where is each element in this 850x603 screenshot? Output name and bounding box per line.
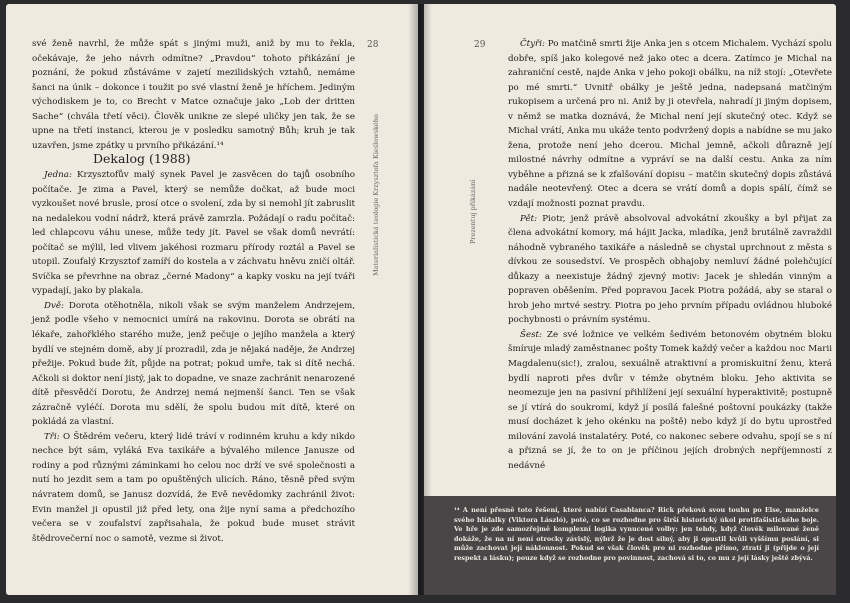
synopsis-column-left [32,168,355,546]
synopsis-paragraph [32,430,355,546]
synopsis-paragraph [32,168,355,299]
intro-paragraph: své ženě navrhl, že může spát s jinými muži, aniž by mu to řekla, očekávaje, že jeho návrh odmítne? „Pravdou“ tohoto přikázání je poznání, že pokud zůstáváme v zajetí mezilidských vztahů, nemáme šanci na únik – dokonce i toužit po své vlastní ženě je hříchem. Jediným východiskem je to, co Brecht v Matce označuje jako „Lob der dritten Sache“ (chvála třetí věci). Člověk unikne ze slepé uličky jen tak, že se upne na třetí instanci, kterou je v posledku samotný Bůh; kruh je tak uzavřen, jsme zpátky u prvního přikázání.¹⁴ [32,39,355,151]
synopsis-paragraph [508,37,832,212]
synopsis-column-right [508,37,832,473]
left-page [6,4,418,595]
page-number: 29 [474,40,486,50]
episode-label: Šest: [520,329,542,340]
intro-text [32,37,355,153]
episode-label: Čtyři: [520,39,545,49]
running-head: Prezentuj přikázání [469,179,477,244]
synopsis-paragraph [32,299,355,430]
episode-text: O Štědrém večeru, který lidé tráví v rodinném kruhu a kdy nikdo nechce být sám, vyláká Eva taxikáře a bývalého milence Janusze od rodiny a pod různými záminkami ho celou noc drží ve své společnosti a nutí ho jezdit sem a tam po opuštěných ulicích. Ráno, těsně před svým návratem domů, se Janusz dozvídá, že Evě nevědomky zachránil život: Evin manžel ji opustil již před lety, ona žije nyní sama a předchozího večera se v zoufalství zapřisahala, že pokud bude muset strávit štědrovečerní noc o samotě, vezme si život. [32,431,355,544]
episode-text: Dorota otěhotněla, nikoli však se svým manželem Andrzejem, jenž podle všeho v nemocnici umírá na rakovinu. Dorota se obrátí na lékaře, zahořklého starého muže, jenž pečuje o jejího manžela a který bydlí ve stejném domě, aby jí prozradil, zda je nějaká naděje, že Andrzej přežije. Pokud bude žít, půjde na potrat; pokud umře, tak si dítě nechá. Ačkoli si doktor není jistý, jak to dopadne, ve snaze zachránit nenarozené dítě přesvědčí Dorotu, že Andrzej nemá nejmenší šanci. Ten se však zázračně vyléčí. Dorota mu sdělí, že spolu budou mít dítě, které on pokládá za vlastní. [32,300,355,428]
footnote-text: ¹⁴ A není přesně toto řešení, které nabízí Casablanca? Rick překová svou touhu po Else, manželce svého hlídalky (Viktora László), poté, co se rozhodne pro širší historický úkol protifašistického boje. Ve hře je zde samozřejmě komplexní logika vynucené volby: jen tehdy, když člověk milované ženě dokáže, že na ní není otrocky závislý, nýbrž že je dost silný, aby ji opustil kvůli vyššímu poslání, si může zachovat její náklonnost. Pokud se však člověk pro ni rozhodne přímo, ztratí ji (přijde o její respekt a lásku); pouze když se rozhodne pro povinnost, zachová si to, co mu z její lásky ještě zbývá. [454,506,819,562]
episode-text: Ze své ložnice ve velkém šedivém betonovém obytném bloku šmíruje mladý zaměstnanec pošty Tomek každý večer a každou noc Marii Magdalenu(sic!), zralou, sexuálně atraktivní a promiskuitní ženu, která bydlí naproti přes dvůr v témže obytném bloku. Jeho aktivita se neomezuje jen na pasivní přihlížení její sexuální hyperaktivitě; postupně se jí vtírá do soukromí, když jí posílá falešné poštovní poukázky (takže musí docházet k jeho okénku na poště) nebo když jí do bytu uprostřed milování zavolá instalatéry. Poté, co nakonec sebere odvahu, spojí se s ní a přizná se jí, že to on je příčinou jejích drobných nepříjemností z nedávné [508,329,832,471]
episode-text: Po matčině smrti žije Anka jen s otcem Michalem. Vychází spolu dobře, spíš jako kolegové než jako otec a dcera. Zatímco je Michal na zahraniční cestě, najde Anka v jeho pokoji obálku, na níž stojí: „Otevřete po mé smrti.“ Uvnitř obálky je ještě jedna, nadepsaná matčiným rukopisem a určená pro ni. Aniž by ji otevřela, nahradí ji jiným dopisem, v němž se matka doznává, že Michal není její skutečný otec. Když se Michal vrátí, Anka mu ukáže tento podvržený dopis a nabídne se mu jako žena, protože není jeho dcerou. Michal jemně, ačkoli důrazně její milostné návrhy odmítne a vypráví se na další cestu. Anka za ním vyběhne a přizná se k zfalšování dopisu – matčin skutečný dopis zůstává nadále neotevřený. Otec a dcera se vrátí domů a dopis spálí, čímž se vzdají možnosti poznat pravdu. [508,39,832,210]
episode-label: Dvě: [44,300,64,311]
episode-label: Tři: [44,431,60,442]
synopsis-paragraph [508,212,832,328]
page-number: 28 [367,40,379,50]
section-heading: Dekalog (1988) [93,151,191,166]
episode-text: Piotr, jenž právě absolvoval advokátní zkoušky a byl přijat za člena advokátní komory, má hájit Jacka, mladíka, jenž brutálně zavraždil náhodně vybraného taxikáře a následně se chystal uprchnout z města s dívkou ze sousedství. Ve prospěch obhajoby nemluví žádné polehčující důkazy a neexistuje žádný zjevný motiv: Jacek je shledán vinným a popraven oběšením. Před popravou Jacek Piotra požádá, aby se staral o hrob jeho mrtvé sestry. Piotra po jeho prvním případu ovládnou hluboké pochybnosti o právním systému. [508,213,832,326]
footnote-box [424,496,836,595]
episode-label: Jedna: [44,170,72,180]
running-head: Materialistická teologie Krzysztofa Kieślowského [372,114,380,276]
episode-label: Pět: [520,213,538,224]
episode-text: Krzysztofův malý synek Pavel je zasvěcen do tajů osobního počítače. Je zima a Pavel, který se nemůže dočkat, až bude moci vyzkoušet nové brusle, prosí otce o svolení, zda by si nemohl jít zabruslit na nedalekou vodní nádrž, která právě zamrzla. Požádají o radu počítač: led chlapcovu váhu unese, může tedy jít. Pavel se však domů nevrátí: počítač se mýlil, led vlivem jakéhosi rozmaru přírody roztál a Pavel se utopil. Zoufalý Krzysztof zamíří do kostela a v záchvatu hněvu zničí oltář. Svíčka se převrhne na obraz „černé Madony“ a kapky vosku na její tváři vypadají, jako by plakala. [32,170,355,297]
synopsis-paragraph [508,328,832,473]
